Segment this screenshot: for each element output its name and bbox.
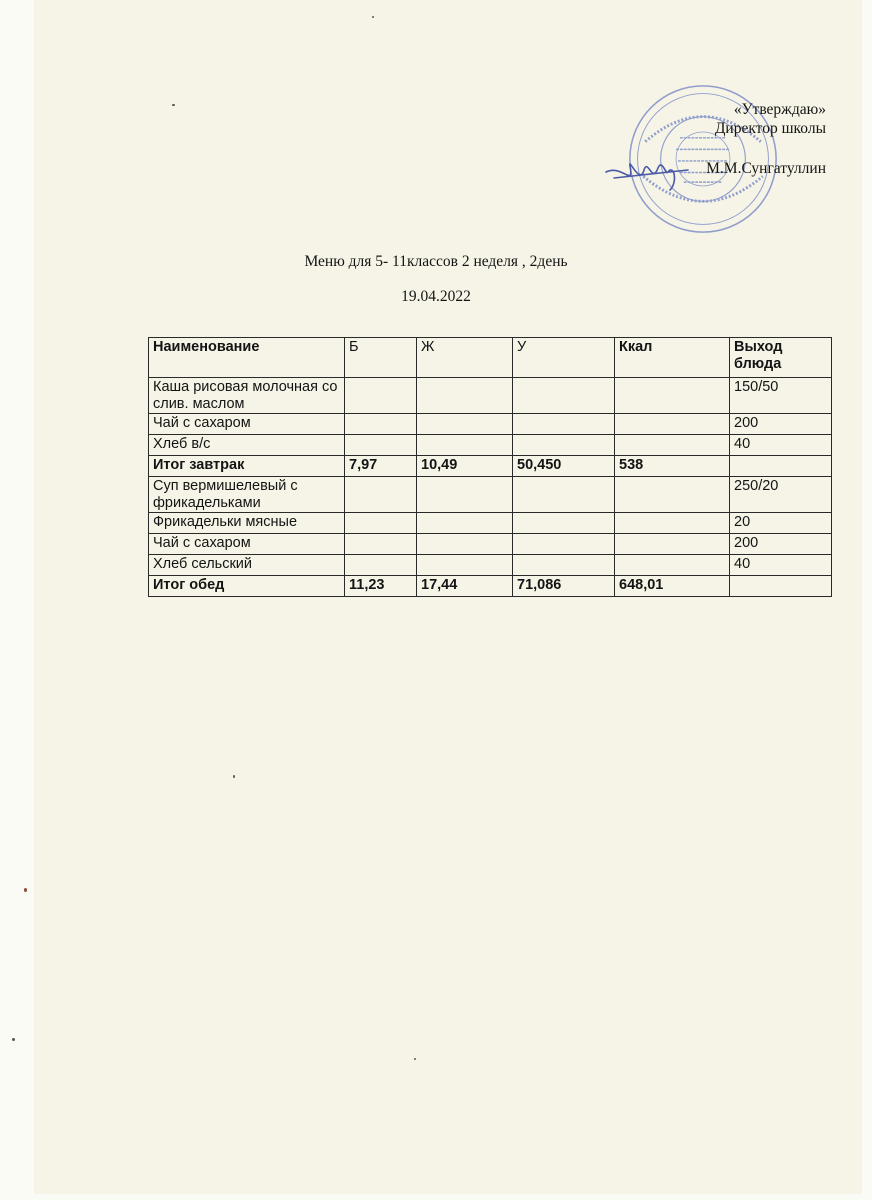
cell-kcal xyxy=(615,414,730,435)
cell-protein xyxy=(345,435,417,456)
scan-speck xyxy=(172,104,175,106)
document-title: Меню для 5- 11классов 2 неделя , 2день xyxy=(304,253,568,270)
cell-kcal xyxy=(615,555,730,576)
cell-carbs xyxy=(513,534,615,555)
total-row xyxy=(149,576,832,597)
cell-name: Итог завтрак xyxy=(149,456,345,477)
cell-carbs xyxy=(513,414,615,435)
cell-carbs xyxy=(513,378,615,414)
cell-carbs: 50,450 xyxy=(513,456,615,477)
cell-name: Чай с сахаром xyxy=(149,414,345,435)
cell-carbs xyxy=(513,435,615,456)
approval-heading: «Утверждаю» xyxy=(733,101,826,118)
approval-block xyxy=(706,100,826,178)
cell-portion: 40 xyxy=(730,435,832,456)
cell-portion: 250/20 xyxy=(730,477,832,513)
document-date: 19.04.2022 xyxy=(401,288,471,305)
cell-fat xyxy=(417,477,513,513)
page-edge-left xyxy=(0,0,34,1200)
cell-protein xyxy=(345,513,417,534)
cell-kcal xyxy=(615,435,730,456)
cell-fat: 17,44 xyxy=(417,576,513,597)
cell-kcal xyxy=(615,477,730,513)
cell-protein xyxy=(345,555,417,576)
cell-protein: 7,97 xyxy=(345,456,417,477)
cell-name: Чай с сахаром xyxy=(149,534,345,555)
table-row xyxy=(149,435,832,456)
menu-table xyxy=(148,337,832,597)
cell-fat: 10,49 xyxy=(417,456,513,477)
table-header-row xyxy=(149,338,832,378)
table-row xyxy=(149,513,832,534)
cell-protein xyxy=(345,378,417,414)
cell-protein xyxy=(345,414,417,435)
cell-fat xyxy=(417,414,513,435)
cell-name: Каша рисовая молочная со слив. маслом xyxy=(149,378,345,414)
cell-protein xyxy=(345,534,417,555)
cell-carbs xyxy=(513,513,615,534)
header-fat: Ж xyxy=(417,338,513,378)
scan-speck xyxy=(24,888,27,892)
cell-portion: 40 xyxy=(730,555,832,576)
cell-fat xyxy=(417,555,513,576)
scan-speck xyxy=(233,775,235,778)
cell-protein: 11,23 xyxy=(345,576,417,597)
cell-portion: 200 xyxy=(730,414,832,435)
cell-protein xyxy=(345,477,417,513)
cell-carbs: 71,086 xyxy=(513,576,615,597)
cell-portion: 200 xyxy=(730,534,832,555)
table-row xyxy=(149,534,832,555)
cell-portion: 150/50 xyxy=(730,378,832,414)
approval-position: Директор школы xyxy=(714,120,826,137)
cell-name: Итог обед xyxy=(149,576,345,597)
page-edge-right xyxy=(862,0,872,1200)
cell-kcal xyxy=(615,534,730,555)
cell-kcal: 648,01 xyxy=(615,576,730,597)
page-edge-bottom xyxy=(0,1194,872,1200)
table-row xyxy=(149,378,832,414)
cell-carbs xyxy=(513,477,615,513)
cell-name: Хлеб в/с xyxy=(149,435,345,456)
cell-portion xyxy=(730,456,832,477)
director-name: М.М.Сунгатуллин xyxy=(706,160,826,177)
handwritten-signature-icon xyxy=(604,152,690,194)
table-row xyxy=(149,414,832,435)
header-kcal: Ккал xyxy=(615,338,730,378)
scan-speck xyxy=(414,1058,416,1060)
cell-fat xyxy=(417,378,513,414)
cell-name: Хлеб сельский xyxy=(149,555,345,576)
cell-kcal: 538 xyxy=(615,456,730,477)
header-protein: Б xyxy=(345,338,417,378)
header-carbs: У xyxy=(513,338,615,378)
cell-portion: 20 xyxy=(730,513,832,534)
total-row xyxy=(149,456,832,477)
cell-name: Суп вермишелевый с фрикадельками xyxy=(149,477,345,513)
cell-portion xyxy=(730,576,832,597)
scan-speck xyxy=(12,1038,15,1041)
table-row xyxy=(149,555,832,576)
table-row xyxy=(149,477,832,513)
cell-fat xyxy=(417,534,513,555)
cell-kcal xyxy=(615,513,730,534)
cell-carbs xyxy=(513,555,615,576)
cell-kcal xyxy=(615,378,730,414)
cell-fat xyxy=(417,435,513,456)
cell-fat xyxy=(417,513,513,534)
scan-speck xyxy=(372,16,374,18)
header-portion: Выход блюда xyxy=(730,338,832,378)
header-name: Наименование xyxy=(149,338,345,378)
cell-name: Фрикадельки мясные xyxy=(149,513,345,534)
